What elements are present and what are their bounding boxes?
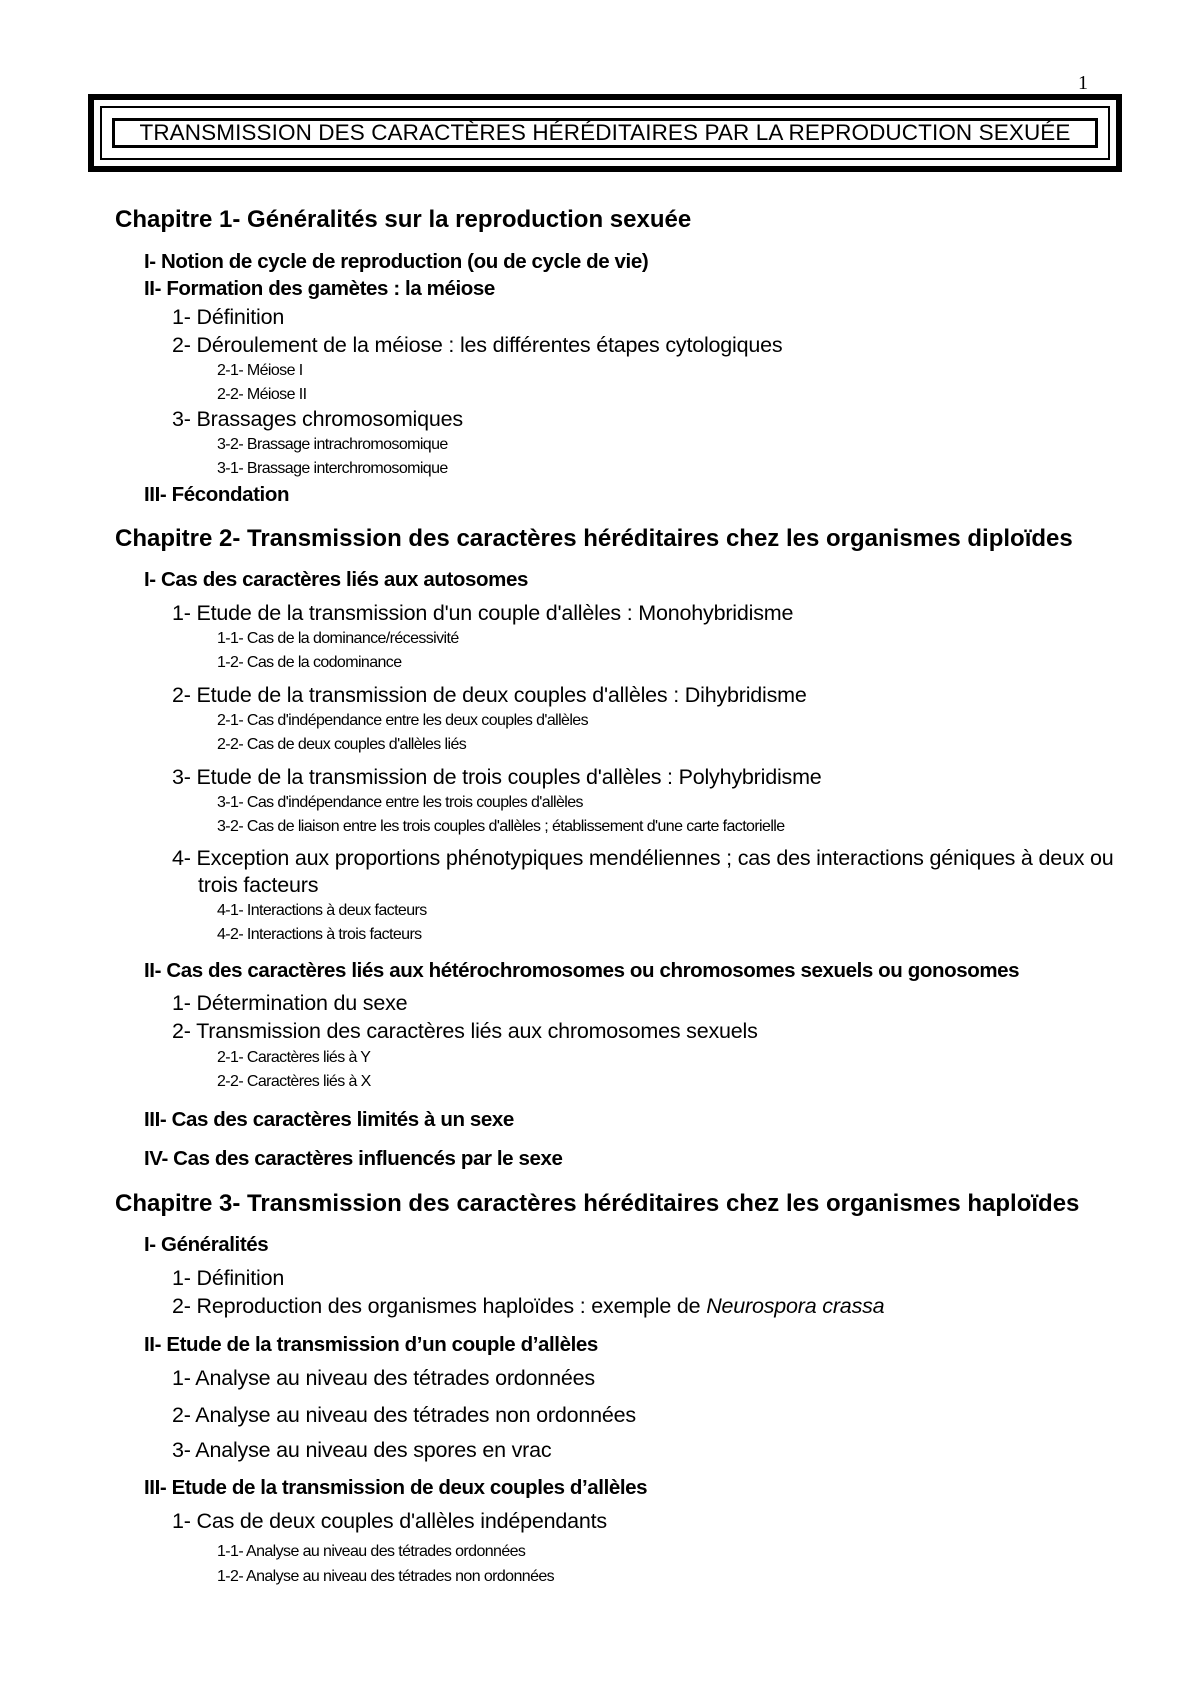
outline-subitem: 2-1- Caractères liés à Y (217, 1049, 371, 1066)
outline-item: 3- Analyse au niveau des spores en vrac (172, 1438, 552, 1462)
outline-item: 1- Analyse au niveau des tétrades ordonnées (172, 1366, 595, 1390)
outline-item: 1- Cas de deux couples d'allèles indépendants (172, 1509, 607, 1533)
section-heading: II- Cas des caractères liés aux hétérochromosomes ou chromosomes sexuels ou gonosomes (144, 959, 1020, 982)
section-heading: I- Notion de cycle de reproduction (ou de cycle de vie) (144, 250, 649, 273)
outline-subitem: 1-2- Analyse au niveau des tétrades non ordonnées (217, 1568, 555, 1585)
outline-item: 1- Détermination du sexe (172, 991, 408, 1015)
outline-subitem: 1-1- Cas de la dominance/récessivité (217, 630, 459, 647)
outline-item-continuation: trois facteurs (198, 873, 319, 897)
outline-subitem: 4-1- Interactions à deux facteurs (217, 902, 427, 919)
outline-subitem: 1-2- Cas de la codominance (217, 654, 402, 671)
outline-item: 3- Etude de la transmission de trois couples d'allèles : Polyhybridisme (172, 765, 822, 789)
section-heading: III- Fécondation (144, 483, 290, 506)
outline-subitem: 2-1- Cas d'indépendance entre les deux couples d'allèles (217, 712, 588, 729)
outline-subitem: 2-2- Cas de deux couples d'allèles liés (217, 736, 467, 753)
outline-item: 2- Analyse au niveau des tétrades non ordonnées (172, 1403, 636, 1427)
outline-subitem: 2-1- Méiose I (217, 362, 303, 379)
outline-item: 2- Transmission des caractères liés aux chromosomes sexuels (172, 1019, 758, 1043)
species-name: Neurospora crassa (706, 1294, 885, 1318)
chapter-2-heading: Chapitre 2- Transmission des caractères héréditaires chez les organismes diploïdes (115, 525, 1073, 552)
section-heading: IV- Cas des caractères influencés par le sexe (144, 1147, 563, 1170)
outline-subitem: 3-2- Cas de liaison entre les trois couples d'allèles ; établissement d'une carte factorielle (217, 818, 785, 835)
outline-subitem: 4-2- Interactions à trois facteurs (217, 926, 422, 943)
outline-subitem: 3-2- Brassage intrachromosomique (217, 436, 448, 453)
section-heading: I- Cas des caractères liés aux autosomes (144, 568, 528, 591)
outline-subitem: 3-1- Brassage interchromosomique (217, 460, 448, 477)
outline-item: 2- Etude de la transmission de deux couples d'allèles : Dihybridisme (172, 683, 807, 707)
section-heading: III- Cas des caractères limités à un sexe (144, 1108, 514, 1131)
outline-subitem: 3-1- Cas d'indépendance entre les trois couples d'allèles (217, 794, 583, 811)
outline-item: 4- Exception aux proportions phénotypiques mendéliennes ; cas des interactions géniques à deux ou (172, 846, 1114, 870)
outline-item: 2- Déroulement de la méiose : les différentes étapes cytologiques (172, 333, 783, 357)
outline-item: 1- Définition (172, 1266, 285, 1290)
section-heading: I- Généralités (144, 1233, 269, 1256)
outline-item: 3- Brassages chromosomiques (172, 407, 463, 431)
outline-item: 1- Définition (172, 305, 285, 329)
title-box (88, 94, 1122, 172)
chapter-3-heading: Chapitre 3- Transmission des caractères héréditaires chez les organismes haploïdes (115, 1190, 1080, 1217)
outline-item (172, 1296, 884, 1318)
outline-item-text: 2- Reproduction des organismes haploïdes : exemple de (172, 1294, 707, 1318)
outline-subitem: 1-1- Analyse au niveau des tétrades ordonnées (217, 1543, 526, 1560)
chapter-1-heading: Chapitre 1- Généralités sur la reproduction sexuée (115, 206, 692, 233)
section-heading: II- Etude de la transmission d’un couple d’allèles (144, 1333, 598, 1356)
document-title: TRANSMISSION DES CARACTÈRES HÉRÉDITAIRES PAR LA REPRODUCTION SEXUÉE (139, 120, 1071, 145)
section-heading: III- Etude de la transmission de deux couples d’allèles (144, 1476, 648, 1499)
page-number: 1 (1078, 72, 1088, 94)
outline-subitem: 2-2- Méiose II (217, 386, 307, 403)
outline-item: 1- Etude de la transmission d'un couple d'allèles : Monohybridisme (172, 601, 794, 625)
section-heading: II- Formation des gamètes : la méiose (144, 277, 495, 300)
outline-subitem: 2-2- Caractères liés à X (217, 1073, 371, 1090)
